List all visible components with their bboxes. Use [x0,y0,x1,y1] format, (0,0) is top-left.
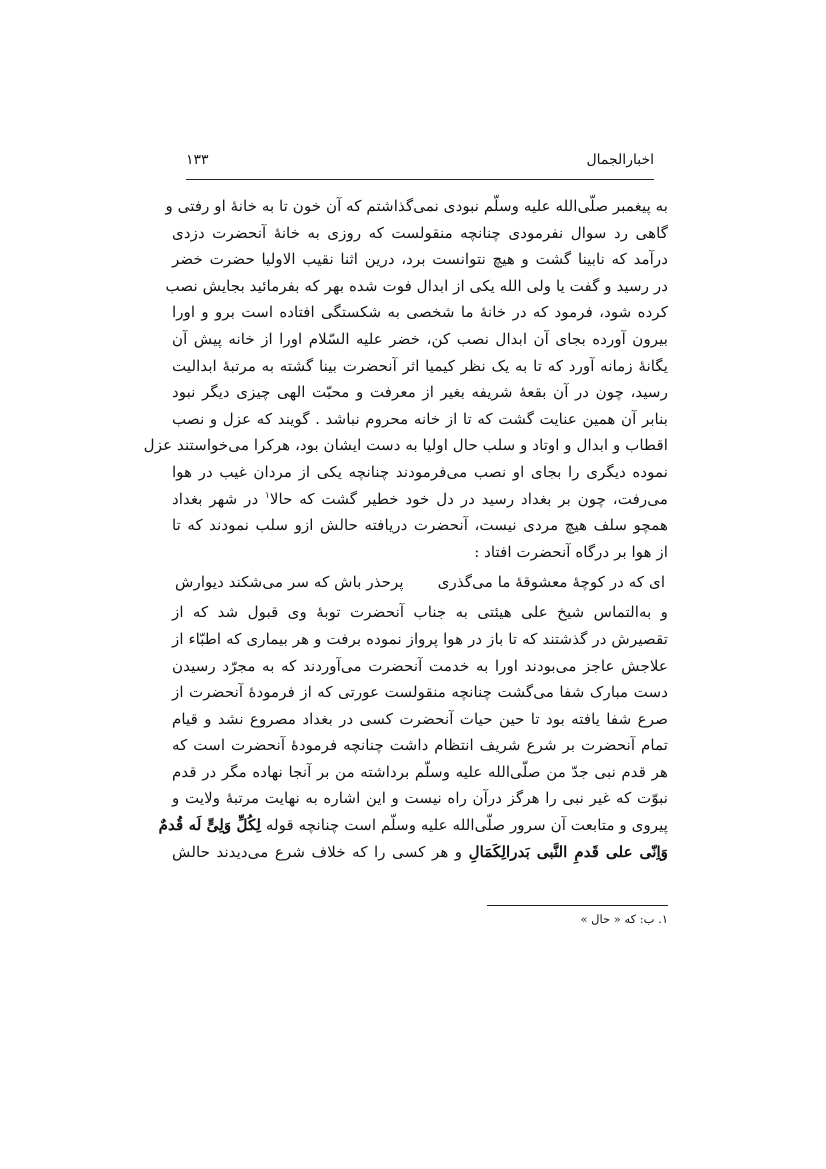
text-line: و به‌التماس شیخ علی هیئتی به جناب آنحضرت توبهٔ وی قبول شد که از [172,603,668,622]
text-line-with-footnote-ref [172,486,668,513]
footnote-reference: ۱ [265,490,270,501]
header-rule [186,179,654,180]
body-text [143,193,668,865]
arabic-quote: لِکُلِّ وَلِیٍّ لَه قُدمٌ [158,816,262,835]
text-line: یگانهٔ زمانه آورد که تا به یک نظر کیمیا اثر آنحضرت بینا گشته به مرتبهٔ ابدالیت [172,356,668,375]
text-line: دست مبارک شفا می‌گشت چنانچه منقولست عورتی که از فرمودهٔ آنحضرت از [172,683,668,702]
text-line: هر قدم نبی جدّ من صلّی‌الله علیه وسلّم برداشته من بر آنجا نهاده مگر در قدم [172,762,668,781]
text-line: گاهی رد سوال نفرمودی چنانچه منقولست که روزی به خانهٔ آنحضرت دزدی [172,223,668,242]
arabic-quote: وَاِنّی علی قَدمِ النَّبی بَدرالِکَمَالِ [468,842,668,861]
text-line: اقطاب و ابدال و اوتاد و سلب حال اولیا به دست ایشان بود، هرکرا می‌خواستند عزل [143,436,668,455]
text-segment: در شهر بغداد [172,489,265,508]
text-line-with-quote [172,839,668,866]
text-line: درآمد که نابینا گشت و هیچ نتوانست برد، درین اثنا نقیب الاولیا حضرت خضر [172,250,668,269]
text-line: نبوّت که غیر نبی را هرگز درآن راه نیست و این اشاره به نهایت مرتبهٔ ولایت و [172,789,668,808]
text-line: به پیغمبر صلّی‌الله علیه وسلّم نبودی نمی‌گذاشتم که آن خون تا به خانهٔ او رفتی و [165,197,668,215]
text-segment: می‌رفت، چون بر بغداد رسید در دل خود خطیر گشت که حالا [269,489,668,508]
text-line: از هوا بر درگاه آنحضرت افتاد : [474,542,668,561]
hemistich-first: ای که در کوچهٔ معشوقهٔ ما می‌گذری [437,573,666,592]
text-line: نموده دیگری را بجای او نصب می‌فرمودند چنانچه یکی از مردان غیب در هوا [172,462,668,481]
page-number: ۱۳۳ [186,152,209,168]
text-segment: و هر کسی را که خلاف شرع می‌دیدند حالش [172,842,469,861]
text-line: بنابر آن همین عنایت گشت که تا از خانه محروم نباشد . گویند که عزل و نصب [172,409,668,428]
text-segment: پیروی و متابعت آن سرور صلّی‌الله علیه وسلّم است چنانچه قوله [261,816,668,835]
text-line: کرده شود، فرمود که در خانهٔ ما شخصی به شکستگی افتاده است برو و اورا [172,303,668,322]
text-line: بیرون آورده بجای آن ابدال نصب کن، خضر علیه السّلام اورا از خانه پیش آن [172,329,668,348]
text-line-with-quote [158,812,668,839]
text-line: تقصیرش در گذشتند که تا باز در هوا پرواز نموده برفت و هر بیماری که اطبّاء از [172,629,668,648]
text-line: همچو سلف هیچ مردی نیست، آنحضرت دریافته حالش ازو سلب نمودند که تا [172,516,668,535]
page-header [186,152,654,180]
text-line: صرع شفا یافته بود تا حین حیات آنحضرت کسی در بغداد مصروع نشد و قیام [172,709,668,728]
running-title: اخبارالجمال [586,152,654,168]
poetry-verse [172,565,668,599]
text-line: علاجش عاجز می‌بودند اورا به خدمت آنحضرت می‌آوردند که به مجرّد رسیدن [172,656,668,675]
footnote: ۱. ب: که « حال » [580,912,668,926]
text-line: در رسید و گفت یا ولی الله یکی از ابدال فوت شده بهر که بفرمائید بجایش نصب [165,276,668,295]
hemistich-second: پرحذر باش که سر می‌شکند دیوارش [174,573,404,592]
text-line: تمام آنحضرت بر شرع شریف انتظام داشت چنانچه فرمودهٔ آنحضرت است که [172,736,668,755]
footnote-rule [487,905,668,906]
text-line: رسید، چون در آن بقعهٔ شریفه بغیر از معرفت و محبّت الهی چیزی دیگر نبود [172,383,668,402]
